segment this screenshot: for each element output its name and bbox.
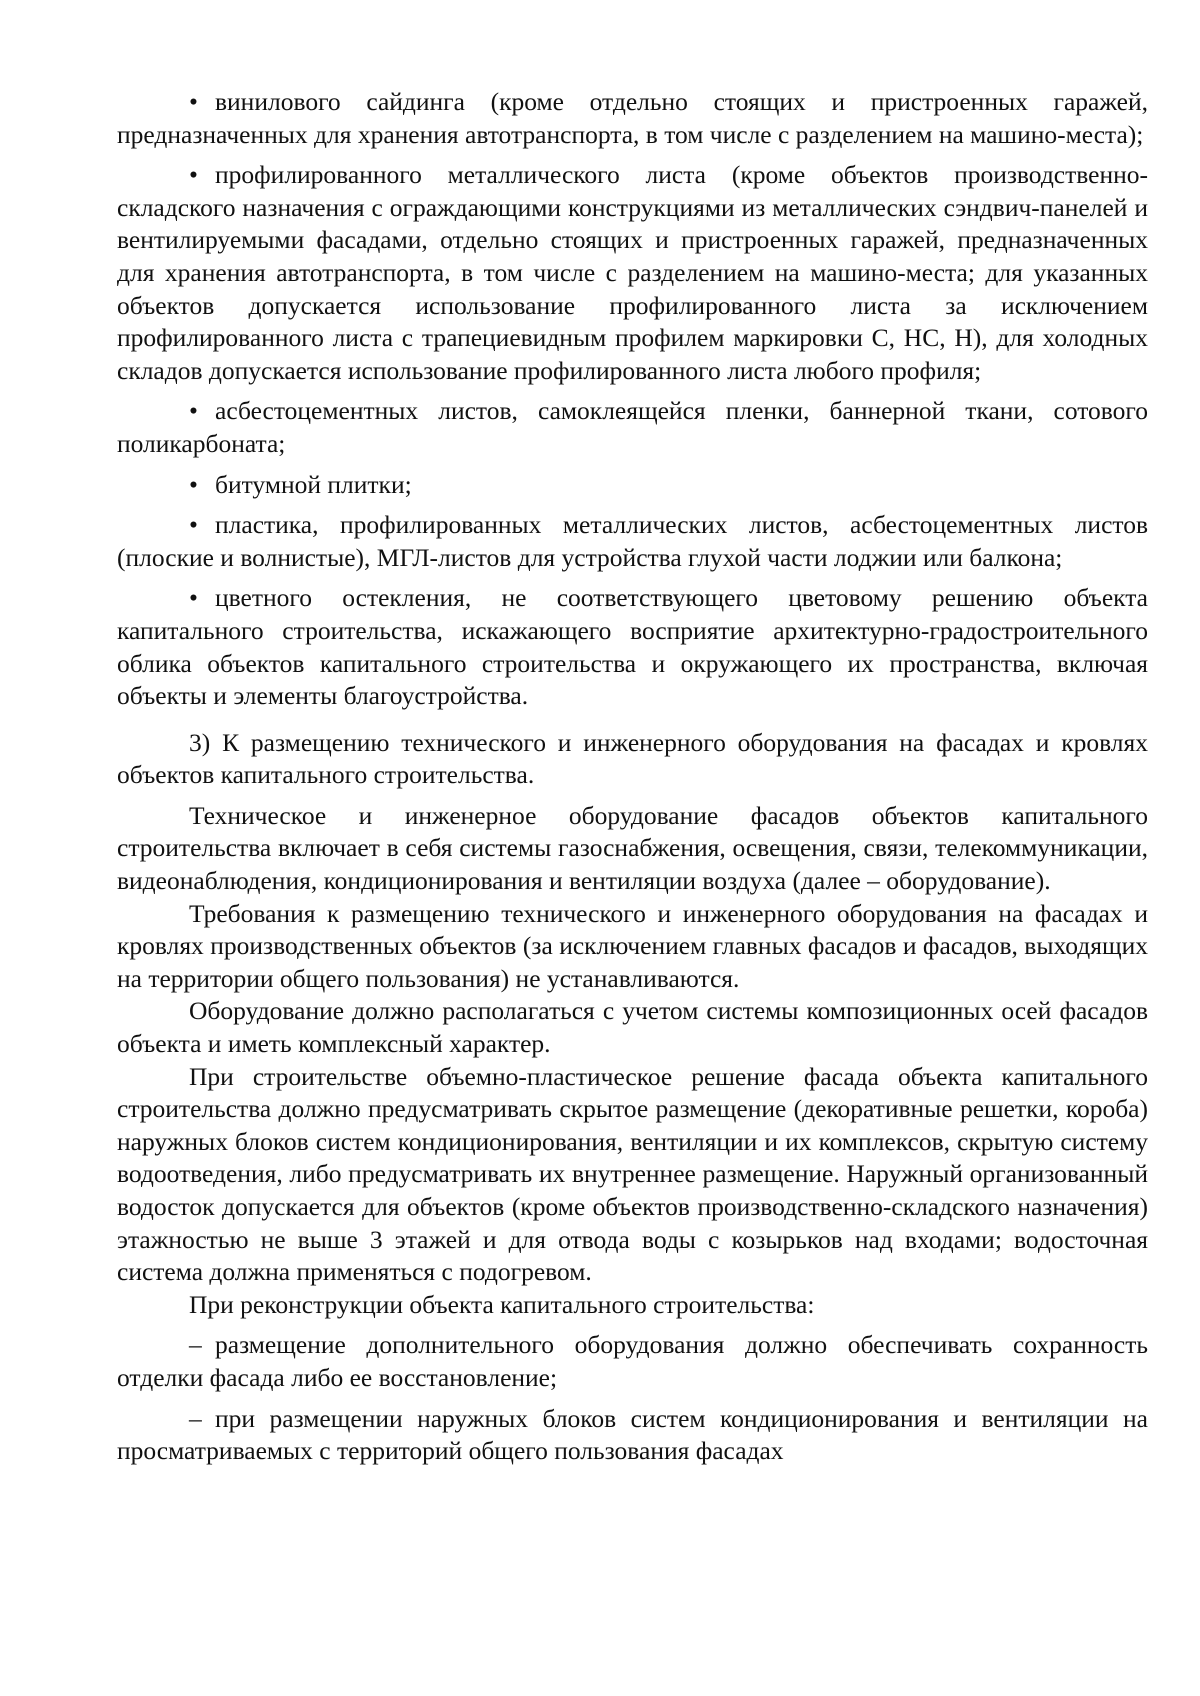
paragraph-industrial-requirements: Требования к размещению технического и инженерного оборудования на фасадах и кровлях производственных объектов (за исключением главных фасадов и фасадов, выходящих на территории общего пользования) не устанавливаются. bbox=[117, 898, 1148, 993]
paragraph-composition-axes: Оборудование должно располагаться с учетом системы композиционных осей фасадов объекта и иметь комплексный характер. bbox=[117, 996, 1148, 1059]
paragraph-construction: При строительстве объемно-пластическое решение фасада объекта капитального строительства должно предусматривать скрытое размещение (декоративные решетки, короба) наружных блоков систем кондиционирования, вентиляции и их комплексов, скрытую систему водоотведения, либо предусматривать их внутреннее размещение. Наружный организованный водосток допускается для объектов (кроме объектов производственно-складского назначения) этажностью не выше 3 этажей и для отвода воды с козырьков над входами; водосточная система должна применяться с подогревом. bbox=[117, 1061, 1148, 1287]
paragraph-reconstruction: При реконструкции объекта капитального строительства: bbox=[189, 1289, 815, 1319]
bullet-item-asbestos-sheets: • асбестоцементных листов, самоклеящейся пленки, баннерной ткани, сотового поликарбоната; bbox=[117, 395, 1148, 460]
bullet-item-plastic: • пластика, профилированных металлических листов, асбестоцементных листов (плоские и волнистые), МГЛ-листов для устройства глухой части лоджии или балкона; bbox=[117, 509, 1148, 574]
dash-item-additional-equipment: – размещение дополнительного оборудования должно обеспечивать сохранность отделки фасада либо ее восстановление; bbox=[117, 1329, 1148, 1394]
paragraph-equipment-definition: Техническое и инженерное оборудование фасадов объектов капитального строительства включает в себя системы газоснабжения, освещения, связи, телекоммуникации, видеонаблюдения, кондиционирования и вентиляции воздуха (далее – оборудование). bbox=[117, 800, 1148, 896]
dash-item-outdoor-units: – при размещении наружных блоков систем кондиционирования и вентиляции на просматриваемых с территорий общего пользования фасадах bbox=[117, 1403, 1148, 1468]
bullet-item-bitumen-tile: • битумной плитки; bbox=[117, 469, 1148, 502]
bullet-item-profiled-sheet: • профилированного металлического листа (кроме объектов производственно-складского назначения с ограждающими конструкциями из металлических сэндвич-панелей и вентилируемыми фасадами, отдельно стоящих и пристроенных гаражей, предназначенных для хранения автотранспорта, в том числе с разделением на машино-места; для указанных объектов допускается использование профилированного листа за исключением профилированного листа с трапециевидным профилем маркировки С, НС, Н), для холодных складов допускается использование профилированного листа любого профиля; bbox=[117, 159, 1148, 387]
document-page bbox=[117, 86, 1148, 1468]
bullet-item-colored-glazing: • цветного остекления, не соответствующего цветовому решению объекта капитального строительства, искажающего восприятие архитектурно-градостроительного облика объектов капитального строительства и окружающего их пространства, включая объекты и элементы благоустройства. bbox=[117, 582, 1148, 712]
bullet-item-vinyl-siding: • винилового сайдинга (кроме отдельно стоящих и пристроенных гаражей, предназначенных для хранения автотранспорта, в том числе с разделением на машино-места); bbox=[117, 86, 1148, 151]
section-heading-equipment: 3) К размещению технического и инженерного оборудования на фасадах и кровлях объектов капитального строительства. bbox=[117, 727, 1148, 790]
